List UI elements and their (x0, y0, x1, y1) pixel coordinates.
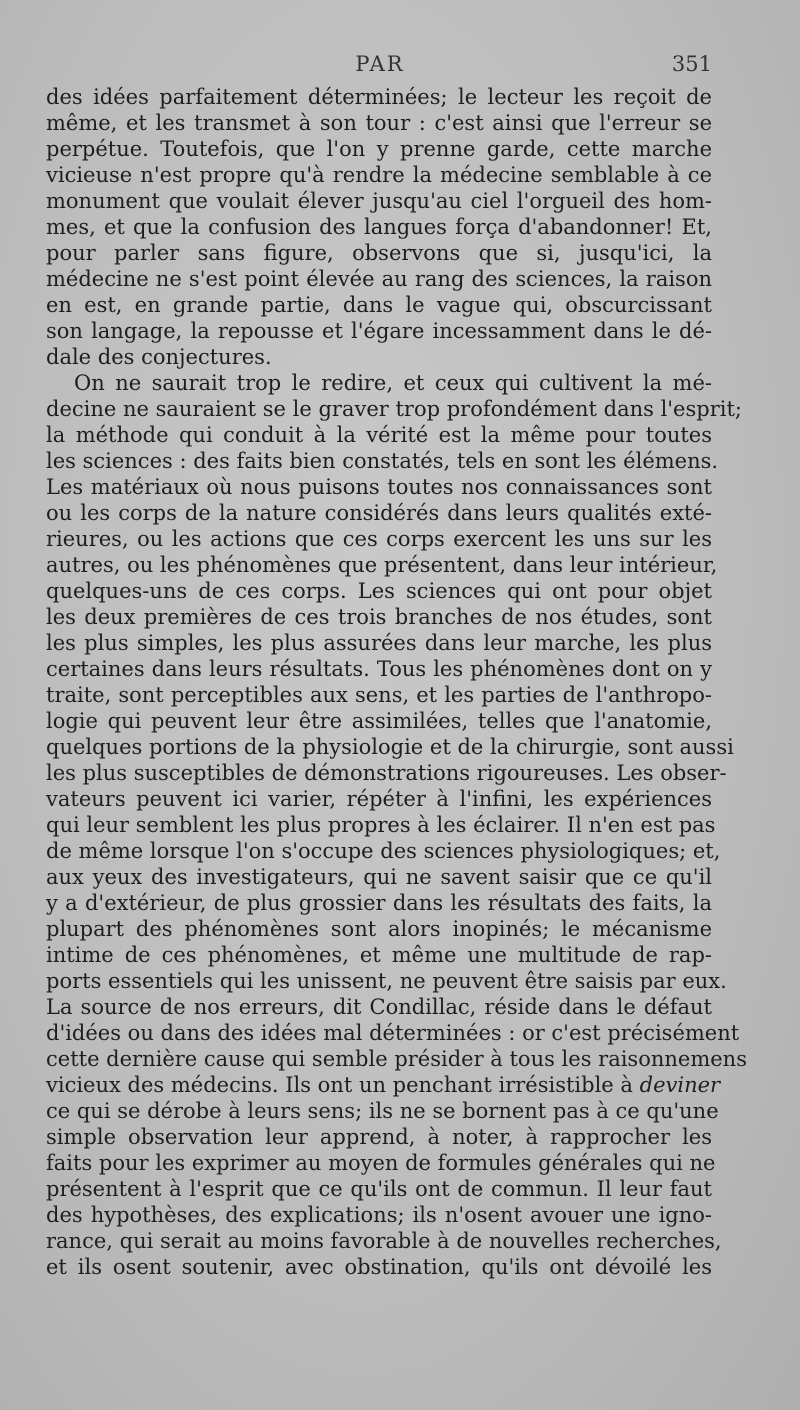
text-line: monument que voulait élever jusqu'au ciel l'orgueil des hom- (46, 189, 712, 213)
text-line: simple observation leur apprend, à noter, à rapprocher les (46, 1125, 712, 1149)
text-line: rieures, ou les actions que ces corps exercent les uns sur les (46, 527, 712, 551)
text-line: les plus simples, les plus assurées dans leur marche, les plus (46, 631, 712, 655)
text-line: des hypothèses, des explications; ils n'osent avouer une igno- (46, 1203, 712, 1227)
text-line: aux yeux des investigateurs, qui ne savent saisir que ce qu'il (46, 865, 712, 889)
text-line: ce qui se dérobe à leurs sens; ils ne se bornent pas à ce qu'une (46, 1099, 719, 1123)
text-line: d'idées ou dans des idées mal déterminées : or c'est précisément (46, 1021, 740, 1045)
text-line-start: vicieux des médecins. Ils ont un penchant irrésistible à (46, 1073, 633, 1097)
text-line: logie qui peuvent leur être assimilées, telles que l'anatomie, (46, 709, 712, 733)
text-line: qui leur semblent les plus propres à les éclairer. Il n'en est pas (46, 813, 716, 837)
text-line: mes, et que la confusion des langues força d'abandonner! Et, (46, 215, 712, 239)
text-line: ou les corps de la nature considérés dans leurs qualités exté- (46, 501, 712, 525)
text-line: médecine ne s'est point élevée au rang des sciences, la raison (46, 267, 712, 291)
text-line: traite, sont perceptibles aux sens, et les parties de l'anthropo- (46, 683, 712, 707)
page-number: 351 (671, 52, 712, 76)
text-line: On ne saurait trop le redire, et ceux qui cultivent la mé- (74, 371, 712, 395)
running-title: PAR (355, 52, 405, 76)
text-line-with-italic (46, 1072, 721, 1098)
text-line: perpétue. Toutefois, que l'on y prenne garde, cette marche (46, 137, 712, 161)
text-line: intime de ces phénomènes, et même une multitude de rap- (46, 943, 712, 967)
text-line: cette dernière cause qui semble présider à tous les raisonnemens (46, 1047, 747, 1071)
text-line: plupart des phénomènes sont alors inopinés; le mécanisme (46, 917, 712, 941)
text-line: présentent à l'esprit que ce qu'ils ont de commun. Il leur faut (46, 1177, 712, 1201)
text-line: même, et les transmet à son tour : c'est ainsi que l'erreur se (46, 111, 712, 135)
text-line: la méthode qui conduit à la vérité est la même pour toutes (46, 423, 712, 447)
text-line: son langage, la repousse et l'égare incessamment dans le dé- (46, 319, 712, 343)
text-line: rance, qui serait au moins favorable à de nouvelles recherches, (46, 1229, 722, 1253)
text-line: des idées parfaitement déterminées; le lecteur les reçoit de (46, 85, 712, 109)
text-line: de même lorsque l'on s'occupe des sciences physiologiques; et, (46, 839, 721, 863)
text-line: les plus susceptibles de démonstrations rigoureuses. Les obser- (46, 761, 727, 785)
text-line: dale des conjectures. (46, 345, 272, 369)
text-line: La source de nos erreurs, dit Condillac, réside dans le défaut (46, 995, 712, 1019)
text-line: les deux premières de ces trois branches de nos études, sont (46, 605, 712, 629)
text-line: pour parler sans figure, observons que si, jusqu'ici, la (46, 241, 712, 265)
text-line: les sciences : des faits bien constatés, tels en sont les élémens. (46, 449, 719, 473)
running-head (48, 52, 712, 82)
text-line: y a d'extérieur, de plus grossier dans les résultats des faits, la (46, 891, 712, 915)
body-text (46, 84, 747, 1280)
text-line: et ils osent soutenir, avec obstination, qu'ils ont dévoilé les (46, 1255, 712, 1279)
italic-word: deviner (639, 1073, 721, 1097)
text-line: faits pour les exprimer au moyen de formules générales qui ne (46, 1151, 716, 1175)
text-line: vicieuse n'est propre qu'à rendre la médecine semblable à ce (46, 163, 712, 187)
text-line: Les matériaux où nous puisons toutes nos connaissances sont (46, 475, 712, 499)
text-line: vateurs peuvent ici varier, répéter à l'infini, les expériences (46, 787, 712, 811)
text-line: en est, en grande partie, dans le vague qui, obscurcissant (46, 293, 712, 317)
text-line: quelques-uns de ces corps. Les sciences qui ont pour objet (46, 579, 712, 603)
text-line: quelques portions de la physiologie et de la chirurgie, sont aussi (46, 735, 734, 759)
text-line: ports essentiels qui les unissent, ne peuvent être saisis par eux. (46, 969, 727, 993)
text-line: decine ne sauraient se le graver trop profondément dans l'esprit; (46, 397, 742, 421)
text-line: certaines dans leurs résultats. Tous les phénomènes dont on y (46, 657, 712, 681)
text-line: autres, ou les phénomènes que présentent, dans leur intérieur, (46, 553, 718, 577)
